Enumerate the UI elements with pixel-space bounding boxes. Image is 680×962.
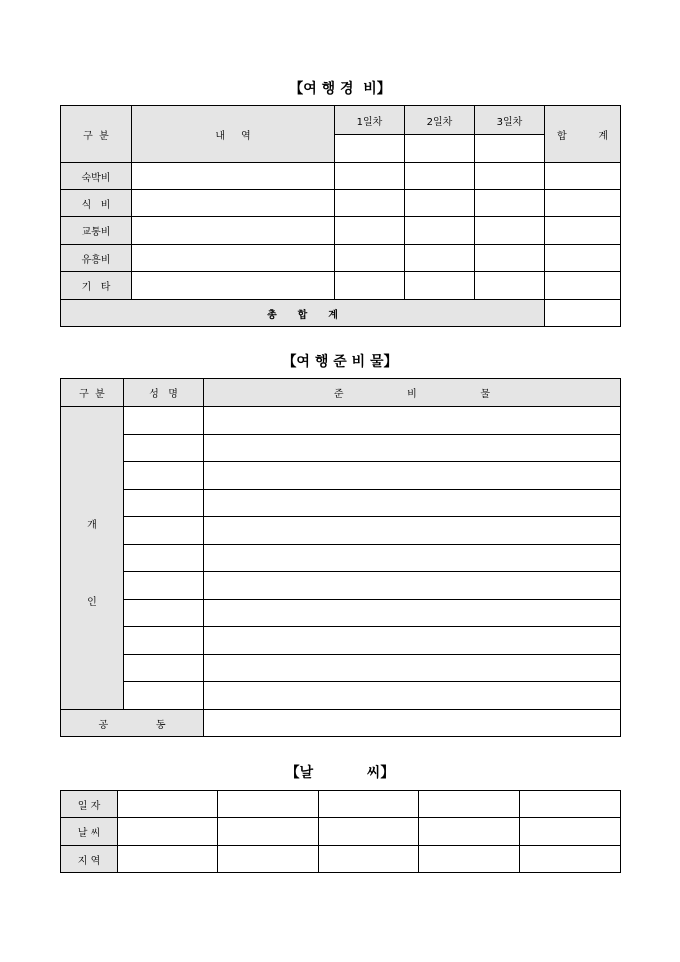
expense-day1-input[interactable]: [335, 135, 405, 163]
weather-cell[interactable]: [419, 846, 520, 873]
expense-cell[interactable]: [405, 245, 475, 272]
table-row: [61, 462, 621, 490]
table-row: [61, 545, 621, 572]
expense-cell[interactable]: [545, 217, 621, 245]
table-row: [61, 627, 621, 655]
supplies-items-cell[interactable]: [204, 517, 621, 545]
expense-cell[interactable]: [405, 217, 475, 245]
supplies-items-cell[interactable]: [204, 462, 621, 490]
expense-header-category: 구 분: [61, 106, 132, 163]
expense-row-label: 교통비: [61, 217, 132, 245]
supplies-header-name: 성 명: [124, 379, 204, 407]
expense-cell[interactable]: [405, 190, 475, 217]
expense-table: [60, 105, 621, 327]
supplies-name-cell[interactable]: [124, 490, 204, 517]
expense-header-day1: 1일차: [335, 106, 405, 135]
table-row: [61, 490, 621, 517]
weather-cell[interactable]: [118, 791, 218, 818]
supplies-title: 【여 행 준 비 물】: [282, 354, 398, 370]
table-row: [61, 818, 621, 846]
supplies-common-label: 공 동: [61, 710, 204, 737]
weather-cell[interactable]: [118, 818, 218, 846]
expense-cell[interactable]: [335, 190, 405, 217]
expense-cell[interactable]: [335, 272, 405, 300]
supplies-personal-label: [61, 407, 124, 710]
expense-cell[interactable]: [475, 245, 545, 272]
weather-cell[interactable]: [319, 846, 419, 873]
weather-cell[interactable]: [319, 791, 419, 818]
weather-cell[interactable]: [218, 818, 319, 846]
supplies-items-cell[interactable]: [204, 572, 621, 600]
expense-row-label: 기 타: [61, 272, 132, 300]
expense-cell[interactable]: [545, 163, 621, 190]
expense-header-day3: 3일차: [475, 106, 545, 135]
supplies-items-cell[interactable]: [204, 435, 621, 462]
expense-cell[interactable]: [132, 163, 335, 190]
expense-cell[interactable]: [475, 272, 545, 300]
weather-cell[interactable]: [419, 818, 520, 846]
expense-title: 【여 행 경 비】: [289, 81, 391, 97]
table-row: [61, 600, 621, 627]
table-row: [61, 655, 621, 682]
supplies-name-cell[interactable]: [124, 545, 204, 572]
supplies-table: [60, 378, 621, 737]
supplies-name-cell[interactable]: [124, 407, 204, 435]
table-row: [61, 245, 621, 272]
supplies-items-cell[interactable]: [204, 407, 621, 435]
supplies-items-cell[interactable]: [204, 600, 621, 627]
supplies-items-cell[interactable]: [204, 682, 621, 710]
table-row: [61, 791, 621, 818]
expense-cell[interactable]: [132, 272, 335, 300]
table-row: [61, 272, 621, 300]
expense-cell[interactable]: [405, 272, 475, 300]
expense-cell[interactable]: [475, 163, 545, 190]
supplies-name-cell[interactable]: [124, 517, 204, 545]
expense-header-day2: 2일차: [405, 106, 475, 135]
weather-row-label: 날 씨: [61, 818, 118, 846]
table-row: [61, 517, 621, 545]
table-row: [61, 407, 621, 435]
supplies-items-cell[interactable]: [204, 655, 621, 682]
supplies-personal-char-2: 인: [87, 597, 97, 608]
supplies-items-cell[interactable]: [204, 627, 621, 655]
weather-title: 【날 씨】: [285, 765, 395, 781]
supplies-name-cell[interactable]: [124, 600, 204, 627]
expense-row-label: 숙박비: [61, 163, 132, 190]
weather-cell[interactable]: [520, 818, 621, 846]
supplies-personal-char-1: 개: [87, 520, 97, 531]
weather-cell[interactable]: [218, 791, 319, 818]
table-row: [61, 163, 621, 190]
expense-row-label: 유흥비: [61, 245, 132, 272]
supplies-common-cell[interactable]: [204, 710, 621, 737]
expense-grand-total-value[interactable]: [545, 300, 621, 327]
supplies-header-category: 구 분: [61, 379, 124, 407]
expense-cell[interactable]: [545, 272, 621, 300]
table-row: [61, 190, 621, 217]
weather-cell[interactable]: [520, 846, 621, 873]
supplies-name-cell[interactable]: [124, 572, 204, 600]
expense-row-label: 식 비: [61, 190, 132, 217]
supplies-items-cell[interactable]: [204, 490, 621, 517]
weather-row-label: 일 자: [61, 791, 118, 818]
supplies-name-cell[interactable]: [124, 462, 204, 490]
expense-cell[interactable]: [335, 245, 405, 272]
table-row: [61, 217, 621, 245]
supplies-name-cell[interactable]: [124, 682, 204, 710]
supplies-items-cell[interactable]: [204, 545, 621, 572]
table-row: [61, 572, 621, 600]
expense-cell[interactable]: [132, 190, 335, 217]
weather-cell[interactable]: [419, 791, 520, 818]
table-row: [61, 846, 621, 873]
supplies-header-items: 준 비 물: [204, 379, 621, 407]
expense-cell[interactable]: [475, 217, 545, 245]
supplies-name-cell[interactable]: [124, 435, 204, 462]
expense-cell[interactable]: [545, 190, 621, 217]
supplies-name-cell[interactable]: [124, 627, 204, 655]
weather-cell[interactable]: [218, 846, 319, 873]
expense-cell[interactable]: [132, 245, 335, 272]
expense-grand-total-label: 총 합 계: [61, 300, 545, 327]
expense-cell[interactable]: [132, 217, 335, 245]
expense-cell[interactable]: [475, 190, 545, 217]
expense-cell[interactable]: [545, 245, 621, 272]
supplies-name-cell[interactable]: [124, 655, 204, 682]
weather-cell[interactable]: [118, 846, 218, 873]
expense-header-detail: 내 역: [132, 106, 335, 163]
expense-header-sum: 합 계: [545, 106, 621, 163]
expense-cell[interactable]: [335, 163, 405, 190]
expense-day2-input[interactable]: [405, 135, 475, 163]
table-row: [61, 682, 621, 710]
expense-cell[interactable]: [405, 163, 475, 190]
weather-table: [60, 790, 621, 873]
weather-cell[interactable]: [520, 791, 621, 818]
expense-cell[interactable]: [335, 217, 405, 245]
table-row: [61, 435, 621, 462]
weather-row-label: 지 역: [61, 846, 118, 873]
expense-day3-input[interactable]: [475, 135, 545, 163]
weather-cell[interactable]: [319, 818, 419, 846]
